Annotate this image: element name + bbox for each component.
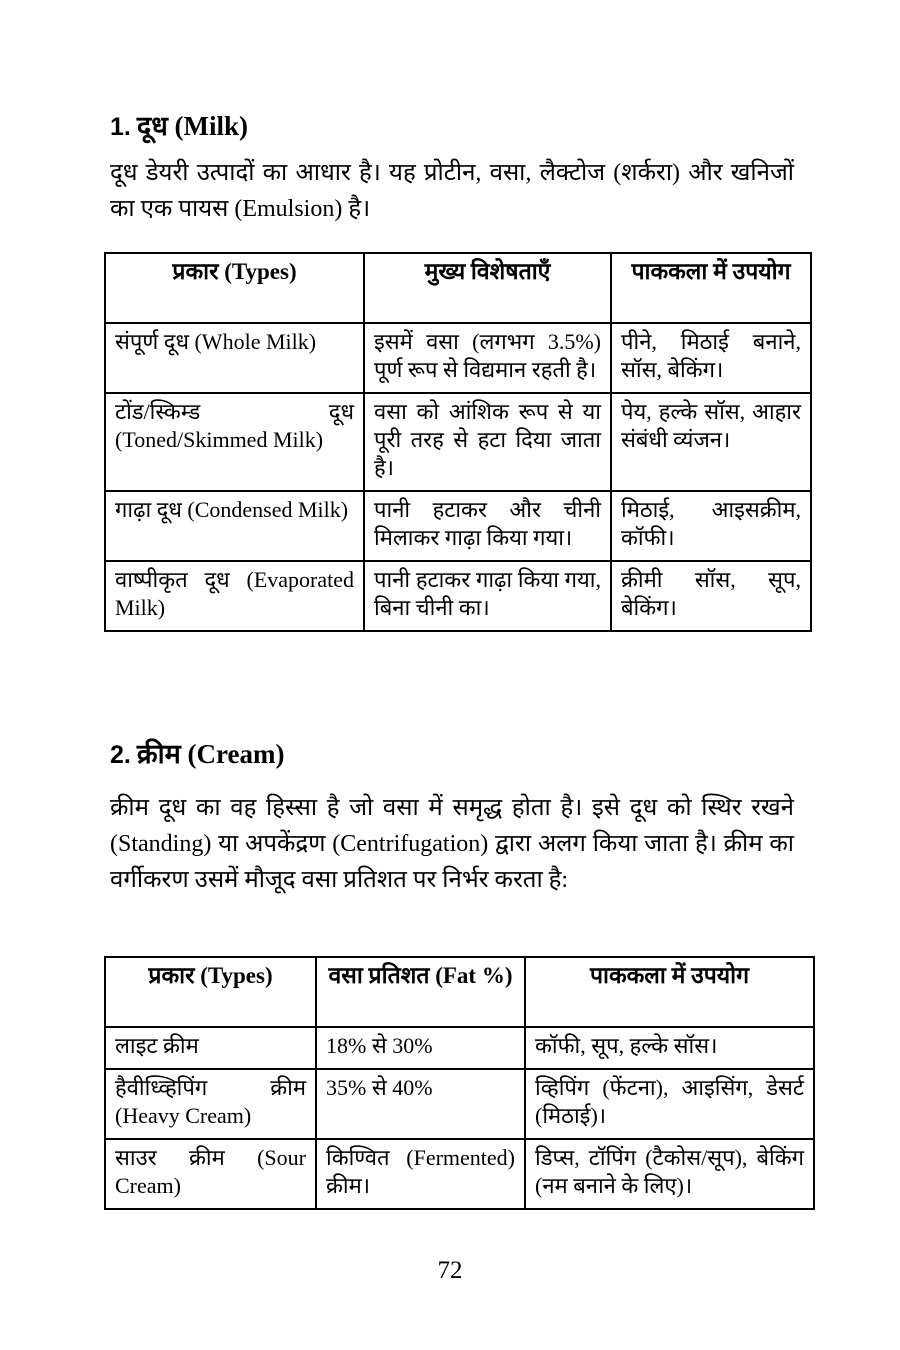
table-row [105, 561, 811, 631]
table-cell: क्रीमी सॉस, सूप, बेकिंग। [611, 561, 811, 631]
column-header: प्रकार (Types) [105, 957, 316, 1027]
table-cell: 18% से 30% [316, 1027, 525, 1069]
table-row [105, 1069, 814, 1139]
table-cell: लाइट क्रीम [105, 1027, 316, 1069]
section-heading-cream [110, 738, 284, 771]
table-cell: वाष्पीकृत दूध (Evaporated Milk) [105, 561, 364, 631]
milk-types-table [104, 252, 812, 632]
column-header: पाककला में उपयोग [611, 253, 811, 323]
table-cell: व्हिपिंग (फेंटना), आइसिंग, डेसर्ट (मिठाई)। [525, 1069, 814, 1139]
table-row [105, 1027, 814, 1069]
table-cell: वसा को आंशिक रूप से या पूरी तरह से हटा दिया जाता है। [364, 393, 611, 491]
table-cell: पानी हटाकर और चीनी मिलाकर गाढ़ा किया गया। [364, 491, 611, 561]
table-cell: पेय, हल्के सॉस, आहार संबंधी व्यंजन। [611, 393, 811, 491]
table-row [105, 491, 811, 561]
table-cell: पीने, मिठाई बनाने, सॉस, बेकिंग। [611, 323, 811, 393]
table-cell: मिठाई, आइसक्रीम, कॉफी। [611, 491, 811, 561]
table-cell: साउर क्रीम (Sour Cream) [105, 1139, 316, 1209]
table-cell: 35% से 40% [316, 1069, 525, 1139]
table-row [105, 393, 811, 491]
section-title: क्रीम (Cream) [136, 739, 285, 769]
table-cell: हैवीध्व्हिपिंग क्रीम (Heavy Cream) [105, 1069, 316, 1139]
section-number: 1. [110, 113, 131, 141]
table-row [105, 1139, 814, 1209]
table-cell: पानी हटाकर गाढ़ा किया गया, बिना चीनी का। [364, 561, 611, 631]
milk-intro-paragraph: दूध डेयरी उत्पादों का आधार है। यह प्रोटीन, वसा, लैक्टोज (शर्करा) और खनिजों का एक पायस (Emulsion) है। [110, 160, 794, 222]
table-row [105, 323, 811, 393]
table-header-row [105, 957, 814, 1027]
table-cell: इसमें वसा (लगभग 3.5%) पूर्ण रूप से विद्यमान रहती है। [364, 323, 611, 393]
cream-types-table [104, 956, 815, 1210]
section-number: 2. [110, 741, 131, 769]
table-cell: कॉफी, सूप, हल्के सॉस। [525, 1027, 814, 1069]
column-header: वसा प्रतिशत (Fat %) [316, 957, 525, 1027]
table-cell: टोंड/स्किम्ड दूध (Toned/Skimmed Milk) [105, 393, 364, 491]
table-cell: संपूर्ण दूध (Whole Milk) [105, 323, 364, 393]
table-header-row [105, 253, 811, 323]
column-header: पाककला में उपयोग [525, 957, 814, 1027]
table-cell: गाढ़ा दूध (Condensed Milk) [105, 491, 364, 561]
table-cell: डिप्स, टॉपिंग (टैकोस/सूप), बेकिंग (नम बनाने के लिए)। [525, 1139, 814, 1209]
table-cell: किण्वित (Fermented) क्रीम। [316, 1139, 525, 1209]
section-heading-milk [110, 110, 248, 143]
column-header: प्रकार (Types) [105, 253, 364, 323]
cream-intro-paragraph: क्रीम दूध का वह हिस्सा है जो वसा में समृद्ध होता है। इसे दूध को स्थिर रखने (Standing) या अपकेंद्रण (Centrifugation) द्वारा अलग किया जाता है। क्रीम का वर्गीकरण उसमें मौजूद वसा प्रतिशत पर निर्भर करता है: [110, 795, 794, 893]
page-number: 72 [437, 1257, 463, 1284]
section-title: दूध (Milk) [136, 111, 249, 141]
column-header: मुख्य विशेषताएँ [364, 253, 611, 323]
